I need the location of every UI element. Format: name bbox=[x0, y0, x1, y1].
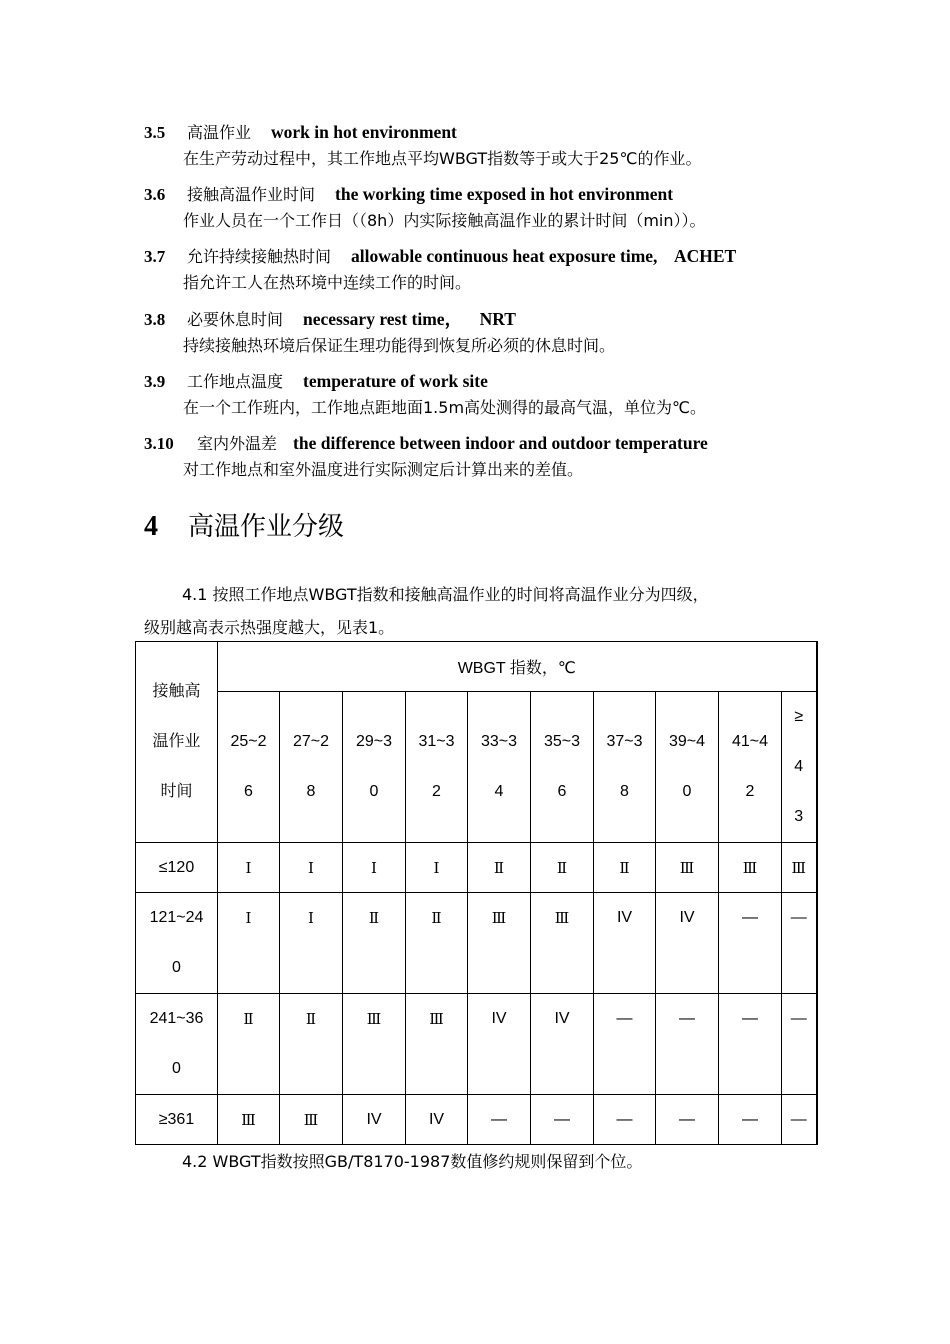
table-row bbox=[136, 1095, 817, 1145]
grade-cell: IV bbox=[594, 893, 656, 994]
grade-cell: Ⅱ bbox=[406, 893, 468, 994]
table-row bbox=[136, 843, 817, 893]
term-number: 3.8 bbox=[144, 310, 166, 329]
term-chinese: 高温作业 bbox=[187, 123, 252, 142]
row-header-line: 接触高 bbox=[152, 683, 201, 700]
grade-cell: I bbox=[280, 843, 343, 893]
grade-cell: Ⅱ bbox=[594, 843, 656, 893]
grade-cell: Ⅱ bbox=[280, 994, 343, 1095]
column-header-line: 8 bbox=[620, 783, 629, 800]
grade-cell: — bbox=[782, 893, 817, 994]
column-header-line: 8 bbox=[306, 783, 316, 800]
term-english: work in hot environment bbox=[271, 122, 457, 142]
table-row bbox=[136, 893, 817, 994]
column-header-line: 35~3 bbox=[543, 733, 581, 750]
grade-cell: Ⅲ bbox=[343, 994, 406, 1095]
grade-cell: Ⅲ bbox=[656, 843, 719, 893]
grade-cell: I bbox=[280, 893, 343, 994]
column-header-line: 4 bbox=[794, 758, 804, 775]
term-3-9 bbox=[144, 369, 824, 420]
column-group-header: WBGT 指数，℃ bbox=[218, 642, 817, 692]
time-line: 0 bbox=[172, 1060, 181, 1077]
section-number: 4 bbox=[144, 511, 158, 542]
term-definition: 作业人员在一个工作日（（8h）内实际接触高温作业的累计时间（min））。 bbox=[183, 211, 706, 230]
grade-cell: Ⅱ bbox=[468, 843, 531, 893]
term-number: 3.9 bbox=[144, 372, 166, 391]
grade-cell: — bbox=[782, 1095, 817, 1145]
term-definition: 指允许工人在热环境中连续工作的时间。 bbox=[183, 273, 472, 292]
column-header bbox=[406, 692, 468, 843]
term-english: temperature of work site bbox=[303, 371, 488, 391]
grade-cell: Ⅲ bbox=[531, 893, 594, 994]
term-definition: 持续接触热环境后保证生理功能得到恢复所必须的休息时间。 bbox=[183, 336, 616, 355]
grade-cell: — bbox=[594, 994, 656, 1095]
section-heading bbox=[144, 506, 344, 543]
column-header bbox=[656, 692, 719, 843]
column-header bbox=[343, 692, 406, 843]
grade-cell: Ⅲ bbox=[218, 1095, 280, 1145]
time-line: 241~36 bbox=[149, 1010, 204, 1027]
column-header-line: 37~3 bbox=[606, 733, 643, 750]
grade-cell: — bbox=[719, 893, 782, 994]
column-header-line: 2 bbox=[432, 783, 441, 800]
time-line: 121~24 bbox=[149, 909, 204, 926]
term-definition: 对工作地点和室外温度进行实际测定后计算出来的差值。 bbox=[183, 460, 584, 479]
column-header-line: 25~2 bbox=[230, 733, 267, 750]
column-header bbox=[594, 692, 656, 843]
term-chinese: 允许持续接触热时间 bbox=[187, 247, 332, 266]
term-english: allowable continuous heat exposure time, ACHET bbox=[351, 246, 737, 266]
column-header bbox=[468, 692, 531, 843]
grade-cell: I bbox=[218, 893, 280, 994]
column-header bbox=[280, 692, 343, 843]
column-header-line: 0 bbox=[682, 783, 692, 800]
column-header bbox=[782, 692, 817, 843]
grade-cell: — bbox=[656, 994, 719, 1095]
paragraph-4-1 bbox=[144, 578, 709, 644]
grade-cell: Ⅲ bbox=[406, 994, 468, 1095]
column-header-line: 29~3 bbox=[355, 733, 393, 750]
grade-cell: I bbox=[218, 843, 280, 893]
term-english: necessary rest time， NRT bbox=[303, 309, 516, 329]
column-header-line: 33~3 bbox=[480, 733, 518, 750]
term-english: the working time exposed in hot environment bbox=[335, 184, 674, 204]
column-header bbox=[719, 692, 782, 843]
table-row bbox=[136, 994, 817, 1095]
column-header-line: 41~4 bbox=[731, 733, 769, 750]
grade-cell: — bbox=[719, 1095, 782, 1145]
column-header-line: 3 bbox=[794, 808, 804, 825]
grade-cell: IV bbox=[531, 994, 594, 1095]
term-3-10 bbox=[144, 431, 824, 482]
term-chinese: 工作地点温度 bbox=[187, 372, 284, 391]
column-header-line: ≥ bbox=[794, 708, 804, 725]
section-title: 高温作业分级 bbox=[188, 512, 345, 542]
time-line: 0 bbox=[172, 959, 181, 976]
term-3-8 bbox=[144, 307, 824, 358]
column-header-line: 2 bbox=[745, 783, 755, 800]
grade-cell: IV bbox=[406, 1095, 468, 1145]
time-cell: ≥361 bbox=[136, 1095, 218, 1145]
paragraph-line: 4.1 按照工作地点WBGT指数和接触高温作业的时间将高温作业分为四级， bbox=[182, 585, 709, 604]
column-header-line: 0 bbox=[369, 783, 379, 800]
grade-cell: Ⅱ bbox=[531, 843, 594, 893]
term-definition: 在生产劳动过程中，其工作地点平均WBGT指数等于或大于25℃的作业。 bbox=[183, 149, 702, 168]
column-header-line: 6 bbox=[244, 783, 253, 800]
term-number: 3.10 bbox=[144, 434, 174, 453]
grade-cell: — bbox=[468, 1095, 531, 1145]
time-cell: ≤120 bbox=[136, 843, 218, 893]
grade-cell: IV bbox=[468, 994, 531, 1095]
column-header-line: 31~3 bbox=[418, 733, 455, 750]
grade-cell: I bbox=[343, 843, 406, 893]
grade-cell: — bbox=[531, 1095, 594, 1145]
grade-cell: Ⅱ bbox=[343, 893, 406, 994]
row-header-line: 温作业 bbox=[152, 733, 201, 750]
row-header-cell bbox=[136, 642, 218, 843]
time-cell bbox=[136, 893, 218, 994]
time-cell bbox=[136, 994, 218, 1095]
grade-cell: — bbox=[782, 994, 817, 1095]
column-header bbox=[531, 692, 594, 843]
term-chinese: 必要休息时间 bbox=[187, 310, 284, 329]
paragraph-4-2: 4.2 WBGT指数按照GB/T8170-1987数值修约规则保留到个位。 bbox=[182, 1152, 643, 1171]
term-chinese: 室内外温差 bbox=[197, 434, 278, 453]
grading-table bbox=[135, 641, 818, 1145]
term-definition: 在一个工作班内，工作地点距地面1.5m高处测得的最高气温，单位为℃。 bbox=[183, 398, 707, 417]
term-3-7 bbox=[144, 244, 824, 295]
grade-cell: IV bbox=[656, 893, 719, 994]
grade-cell: — bbox=[656, 1095, 719, 1145]
paragraph-line: 级别越高表示热强度越大，见表1。 bbox=[144, 618, 395, 637]
column-header bbox=[218, 692, 280, 843]
grade-cell: Ⅲ bbox=[468, 893, 531, 994]
grade-cell: Ⅲ bbox=[719, 843, 782, 893]
term-number: 3.5 bbox=[144, 123, 166, 142]
column-header-line: 27~2 bbox=[292, 733, 330, 750]
term-chinese: 接触高温作业时间 bbox=[187, 185, 316, 204]
grade-cell: Ⅲ bbox=[782, 843, 817, 893]
term-3-5 bbox=[144, 120, 824, 171]
row-header-line: 时间 bbox=[160, 783, 193, 800]
column-header-line: 6 bbox=[557, 783, 567, 800]
grade-cell: Ⅱ bbox=[218, 994, 280, 1095]
column-header-line: 39~4 bbox=[668, 733, 706, 750]
term-number: 3.7 bbox=[144, 247, 166, 266]
grade-cell: IV bbox=[343, 1095, 406, 1145]
grade-cell: I bbox=[406, 843, 468, 893]
column-header-line: 4 bbox=[494, 783, 504, 800]
term-number: 3.6 bbox=[144, 185, 166, 204]
term-english: the difference between indoor and outdoor temperature bbox=[293, 433, 708, 453]
grade-cell: — bbox=[719, 994, 782, 1095]
grade-cell: — bbox=[594, 1095, 656, 1145]
term-3-6 bbox=[144, 182, 824, 233]
grade-cell: Ⅲ bbox=[280, 1095, 343, 1145]
